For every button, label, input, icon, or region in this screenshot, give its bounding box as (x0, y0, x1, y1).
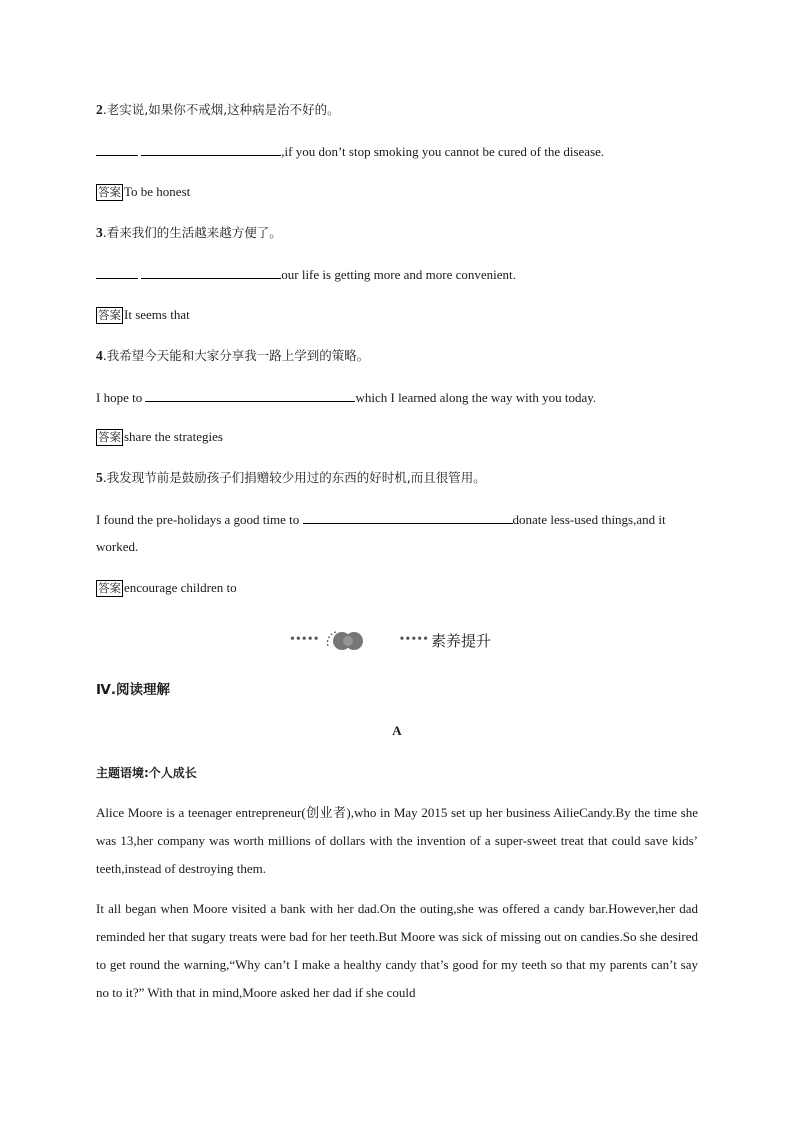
question-3-prompt (96, 224, 282, 242)
question-3-answer (96, 306, 190, 324)
sentence-text: donate less-used things,and it (512, 512, 666, 527)
question-4-sentence (96, 388, 596, 407)
answer-text: encourage children to (124, 580, 237, 595)
question-5-answer (96, 579, 237, 597)
sentence-text: which I learned along the way with you today. (355, 390, 597, 405)
sentence-text: our life is getting more and more convenient. (281, 267, 516, 282)
question-number: 4 (96, 348, 103, 363)
dots-left: ••••• (290, 632, 320, 647)
section-title: Ⅳ.阅读理解 (96, 682, 170, 698)
dots-right: ••••• (399, 632, 430, 647)
sentence-text: ,if you don’t stop smoking you cannot be cured of the disease. (281, 144, 605, 159)
blank-line[interactable] (145, 388, 355, 402)
blank-line[interactable] (303, 510, 513, 524)
question-5-sentence-continued: worked. (96, 539, 139, 554)
question-text: .我希望今天能和大家分享我一路上学到的策略。 (102, 348, 370, 363)
answer-text: It seems that (124, 307, 190, 322)
answer-text: To be honest (124, 184, 191, 199)
blank-line[interactable] (141, 142, 281, 156)
answer-text: share the strategies (124, 429, 223, 444)
question-3-sentence (96, 265, 516, 284)
question-4-prompt (96, 347, 369, 365)
question-5-prompt (96, 469, 486, 487)
section-banner (290, 628, 491, 652)
theme-context: 主题语境:个人成长 (96, 766, 197, 780)
sentence-text: I found the pre-holidays a good time to (96, 512, 303, 527)
rings-icon (324, 628, 370, 652)
question-number: 5 (96, 470, 103, 485)
blank-line[interactable] (96, 142, 138, 156)
blank-line[interactable] (141, 265, 281, 279)
question-text: .我发现节前是鼓励孩子们捐赠较少用过的东西的好时机,而且很管用。 (102, 470, 486, 485)
question-5-sentence (96, 510, 666, 529)
part-label: A (392, 723, 402, 738)
question-number: 2 (96, 102, 103, 117)
passage-paragraph-2: It all began when Moore visited a bank with her dad.On the outing,she was offered a candy bar.However,her dad reminded her that sugary treats were bad for her teeth.But Moore was sick of missing out on candies.So she desired to get round the warning,“Why can’t I make a healthy candy that’s good for my teeth so that my parents can’t say no to it?” With that in mind,Moore asked her dad if she could (96, 901, 698, 1000)
question-text: .看来我们的生活越来越方便了。 (102, 225, 282, 240)
question-text: .老实说,如果你不戒烟,这种病是治不好的。 (102, 102, 340, 117)
banner-title: 素养提升 (431, 631, 492, 650)
answer-tag: 答案 (98, 581, 121, 595)
sentence-text: I hope to (96, 390, 146, 405)
passage-paragraph-1: Alice Moore is a teenager entrepreneur(创业者),who in May 2015 set up her business AilieCandy.By the time she was 13,her company was worth millions of dollars with the invention of a super-sweet treat that could save kids’ teeth,instead of destroying them. (96, 805, 698, 876)
question-2-answer (96, 183, 190, 201)
answer-tag: 答案 (98, 185, 121, 199)
answer-tag: 答案 (98, 308, 121, 322)
blank-line[interactable] (96, 265, 138, 279)
answer-tag: 答案 (98, 430, 121, 444)
question-2-sentence (96, 142, 604, 161)
question-number: 3 (96, 225, 103, 240)
question-4-answer (96, 428, 223, 446)
question-2-prompt (96, 101, 340, 119)
